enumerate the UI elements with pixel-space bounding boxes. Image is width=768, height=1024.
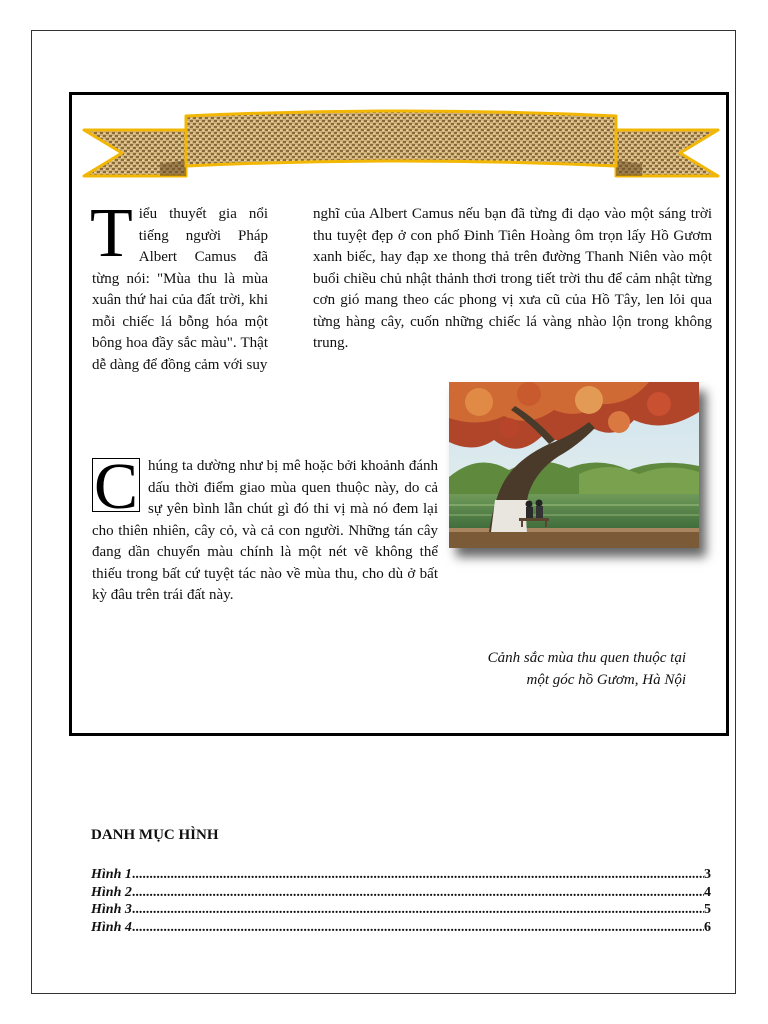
photo-caption [440,648,686,691]
dropcap-c: C [93,450,139,523]
toc-entry-page: 3 [704,867,711,882]
toc-entry-label: Hình 1 [91,867,132,882]
toc-entry-page: 6 [704,919,711,935]
toc-entry-label: Hình 4 [91,919,132,935]
toc-leader-dots [132,919,704,937]
caption-line-1: Cảnh sắc mùa thu quen thuộc tại [487,650,686,666]
dropcap-t: T [90,195,133,272]
toc-heading: DANH MỤC HÌNH [91,827,219,843]
toc-entry[interactable] [91,919,711,937]
toc-leader-dots [132,884,704,902]
toc-list [91,866,711,936]
toc-entry-label: Hình 3 [91,902,132,917]
toc-entry-label: Hình 2 [91,884,132,900]
paragraph-1-text: iểu thuyết gia nổi tiếng người Pháp Albert Camus đã từng nói: "Mùa thu là mùa xuân thứ hai của đất trời, khi mỗi chiếc lá bỗng hóa một bông hoa đầy sắc màu". Thật dễ dàng để đồng cảm với suy [92,206,268,373]
paragraph-2-text: nghĩ của Albert Camus nếu bạn đã từng đi dạo vào một sáng trời thu tuyệt đẹp ở con phố Đinh Tiên Hoàng ôm trọn lấy Hồ Gươm xanh biếc, hay đạp xe thong thả trên đường Thanh Niên vào một buổi chiều chủ nhật thảnh thơi trong tiết trời thu để cảm nhật từng cơn gió mang theo các phong vị xưa cũ của Hồ Tây, len lỏi qua từng hàng cây, cuốn những chiếc lá vàng nhào lộn trong không trung. [313,206,712,351]
toc-entry-page: 4 [704,884,711,900]
paragraph-3 [92,450,438,607]
ribbon-banner-icon [82,108,720,188]
caption-line-2: một góc hồ Gươm, Hà Nội [526,671,686,688]
autumn-tree-lake-photo-icon [449,382,699,548]
autumn-photo [449,382,699,548]
toc-entry-page: 5 [704,902,711,917]
paragraph-3-text: húng ta dường như bị mê hoặc bởi khoảnh đánh dấu thời điểm giao mùa quen thuộc này, do cả sự yên bình lẫn chút gì đó thi vị mà nó đem lại cho thiên nhiên, cây cỏ, và cả con người. Những tán cây đang dần chuyển màu chính là một nét vẽ không thể thiếu trong bất cứ tuyệt tác nào về mùa thu, cho dù ở bất kỳ đâu trên trái đất này. [92,458,438,603]
toc-leader-dots [132,866,704,884]
toc-entry[interactable] [91,866,711,884]
toc-entry[interactable] [91,884,711,902]
toc-entry[interactable] [91,901,711,919]
paragraph-1 [90,195,268,376]
toc-leader-dots [132,901,704,919]
paragraph-2 [313,204,712,355]
